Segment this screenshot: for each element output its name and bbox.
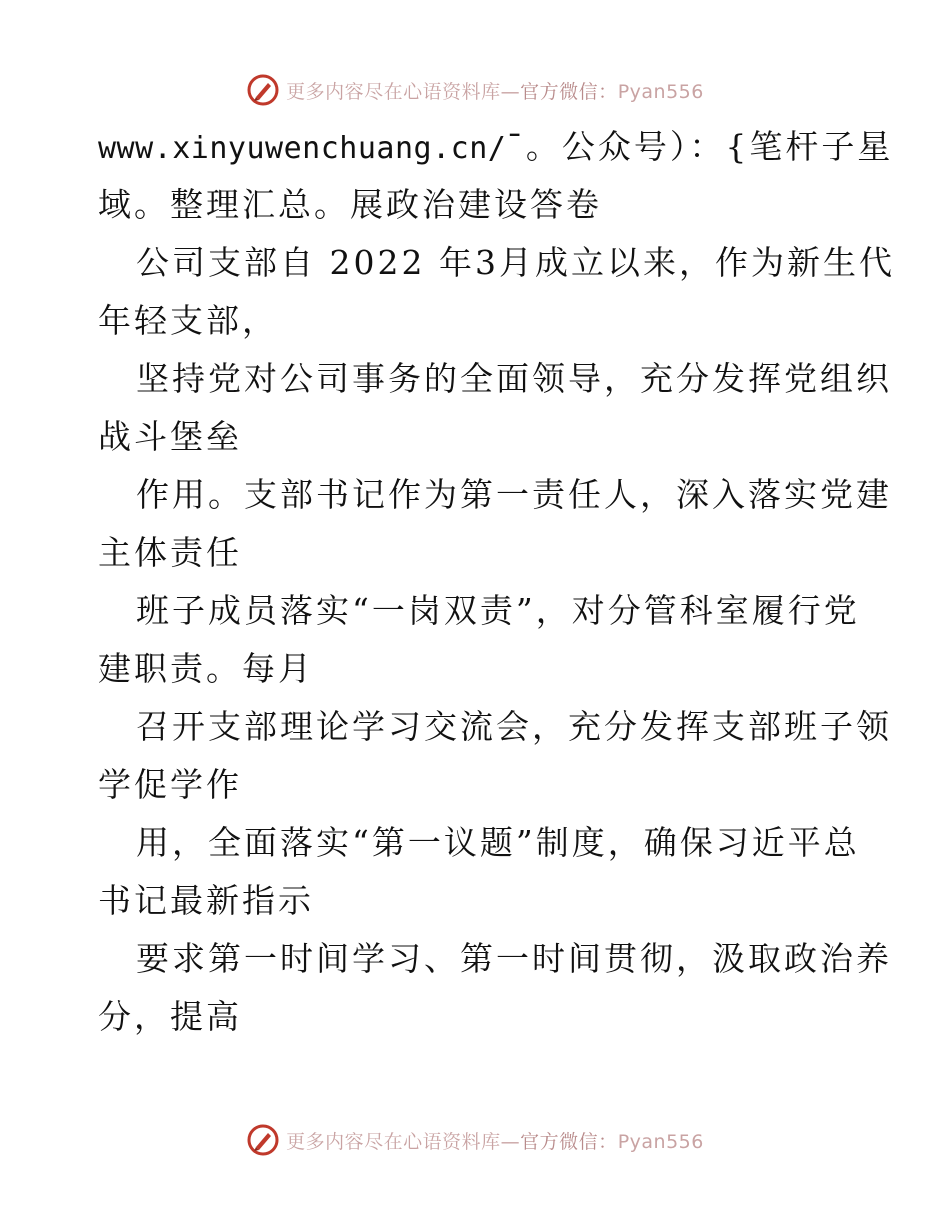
paragraph-line: 要求第一时间学习、第一时间贯彻，汲取政治养 xyxy=(136,939,892,978)
footer-banner xyxy=(0,1120,950,1160)
document-body xyxy=(98,118,895,1046)
paragraph-line: 建职责。每月 xyxy=(98,649,314,688)
url-line xyxy=(98,118,894,176)
paragraph-line: 学促学作 xyxy=(98,765,242,804)
footer-banner-main: 更多内容尽在心语资料库— xyxy=(286,1130,521,1153)
paragraph-line: 班子成员落实“一岗双责”，对分管科室履行党 xyxy=(136,591,860,630)
paragraph-line: 坚持党对公司事务的全面领导，充分发挥党组织 xyxy=(136,359,892,398)
footer-banner-wechat-id: Pyan556 xyxy=(617,1130,704,1153)
pen-nib-logo-icon xyxy=(246,1123,280,1157)
pen-nib-logo-icon xyxy=(246,73,280,107)
paragraph-line: 分，提高 xyxy=(98,997,242,1036)
paragraph-line: 用，全面落实“第一议题”制度，确保习近平总 xyxy=(136,823,860,862)
footer-banner-text xyxy=(286,1127,704,1154)
website-url: www.xinyuwenchuang.cn/ xyxy=(98,131,507,166)
paragraph-line: 公司支部自 2022 年3月成立以来，作为新生代 xyxy=(136,243,895,282)
paragraph-line: 域。整理汇总。展政治建设答卷 xyxy=(98,185,602,224)
url-line-rest: ¯。公众号）：{笔杆子星 xyxy=(506,127,894,166)
header-banner-main: 更多内容尽在心语资料库— xyxy=(286,80,521,103)
paragraph-line: 书记最新指示 xyxy=(98,881,314,920)
paragraph-line: 年轻支部， xyxy=(98,301,278,340)
header-banner-wechat-label: 官方微信： xyxy=(520,80,618,103)
header-banner xyxy=(0,70,950,110)
paragraph-line: 作用。支部书记作为第一责任人，深入落实党建 xyxy=(136,475,892,514)
paragraph-line: 战斗堡垒 xyxy=(98,417,242,456)
paragraph-line: 召开支部理论学习交流会，充分发挥支部班子领 xyxy=(136,707,892,746)
header-banner-wechat-id: Pyan556 xyxy=(617,80,704,103)
header-banner-text xyxy=(286,77,704,104)
paragraph-line: 主体责任 xyxy=(98,533,242,572)
footer-banner-wechat-label: 官方微信： xyxy=(520,1130,618,1153)
